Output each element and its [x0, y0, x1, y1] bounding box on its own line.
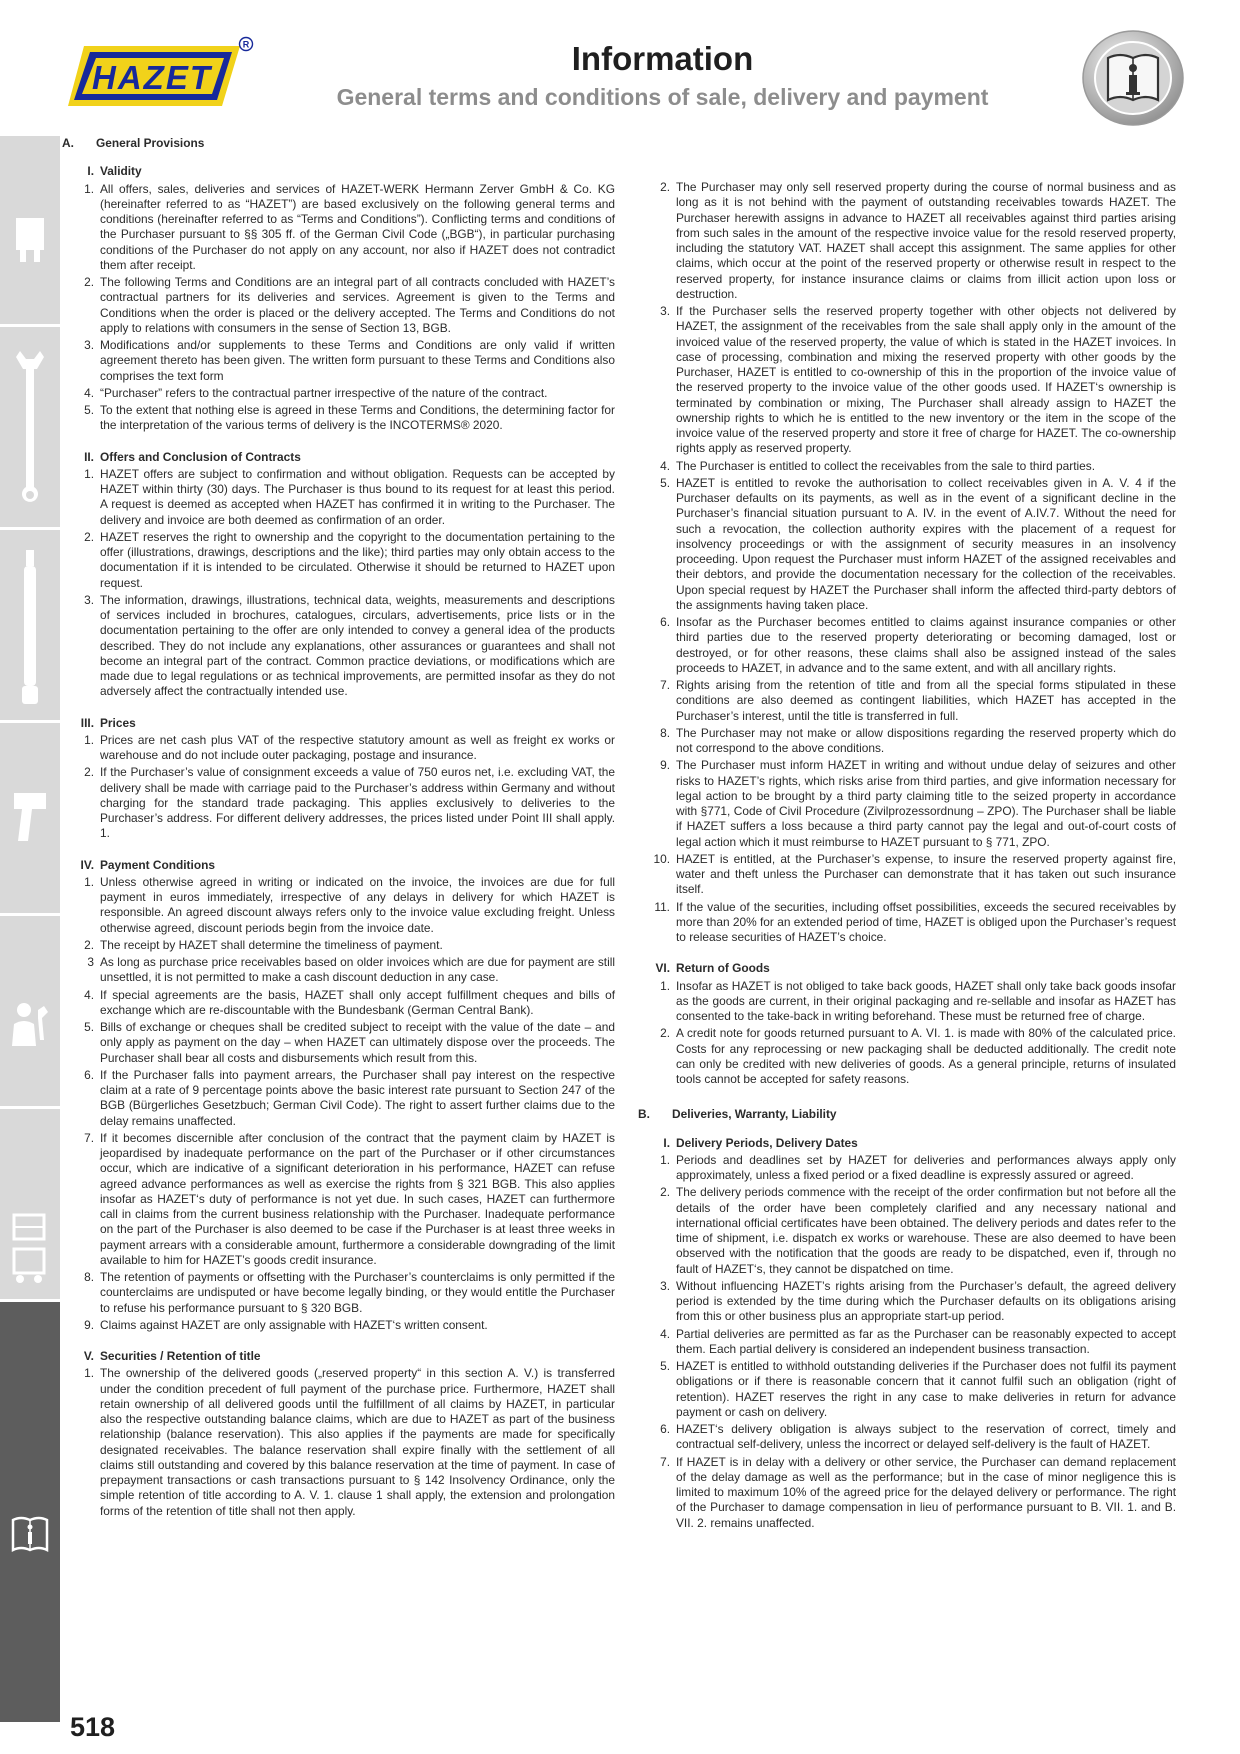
section-a2-list	[62, 467, 615, 700]
section-a3-list	[62, 733, 615, 842]
list-item	[638, 1279, 1176, 1325]
section-a5-heading: V. Securities / Retention of title	[83, 1349, 261, 1363]
item-text: HAZET‘s delivery obligation is always subject to the reservation of correct, timely and contractual self-delivery, unless the incorrect or delayed self-delivery is the fault of HAZET.	[676, 1422, 1176, 1452]
item-text: HAZET is entitled, at the Purchaser’s expense, to insure the reserved property against fire, water and theft unless the Purchaser can demonstrate that it has taken out such insurance itself.	[676, 851, 1176, 897]
item-text: Unless otherwise agreed in writing or indicated on the invoice, the invoices are due for full payment in euros immediately, irrespective of any delays in delivery for which HAZET is responsible. An agreed discount always refers only to the invoice value excluding freight. Unless otherwise agreed, discount periods begin from the invoice date.	[100, 874, 615, 935]
list-item	[638, 678, 1176, 724]
section-a1-list	[62, 182, 615, 434]
list-item	[638, 1455, 1176, 1531]
torque-wrench-icon	[10, 544, 50, 708]
item-number: 1.	[84, 732, 94, 747]
item-number: 1.	[84, 181, 94, 196]
list-item	[638, 180, 1176, 302]
item-text: Without influencing HAZET’s rights arising from the Purchaser’s default, the agreed delivery period is extended by the time during which the Purchaser defaults on its obligations arising from this or other business plus an appropriate start-up period.	[676, 1278, 1176, 1324]
list-item	[638, 852, 1176, 898]
item-text: The receipt by HAZET shall determine the timeliness of payment.	[100, 937, 443, 952]
item-number: 3.	[660, 304, 670, 318]
section-b1-list	[638, 1153, 1176, 1531]
item-number: 7.	[84, 1130, 94, 1145]
item-number: 3.	[84, 338, 94, 352]
item-text: The Purchaser is entitled to collect the receivables from the sale to third parties.	[676, 458, 1096, 473]
item-text: The retention of payments or offsetting with the Purchaser’s counterclaims is only permitted if the counterclaims are undisputed or have become legally binding, or they would entitle the Purchaser to refuse his performance pursuant to § 320 BGB.	[100, 1270, 615, 1315]
section-a4-list	[62, 875, 615, 1333]
item-number: 6.	[660, 1422, 670, 1436]
impact-gun-icon	[10, 783, 50, 853]
item-number: 11.	[654, 899, 670, 914]
item-text: Insofar as HAZET is not obliged to take back goods, HAZET shall only take back goods insofar as the goods are current, in their original packaging and re-sellable and insofar as HAZET has consented to the take-back in writing beforehand. These must be returned free of charge.	[676, 978, 1176, 1023]
item-number: 3.	[660, 1278, 670, 1293]
sidebar-tab-pneumatic[interactable]	[0, 723, 60, 913]
item-number: 1.	[84, 466, 94, 481]
list-item	[62, 1068, 615, 1129]
sidebar-tab-wrenches[interactable]	[0, 327, 60, 527]
item-number: 6.	[84, 1067, 94, 1082]
item-text: Claims against HAZET are only assignable with HAZET‘s written consent.	[100, 1317, 488, 1332]
item-number: 10.	[653, 851, 670, 866]
list-item	[62, 386, 615, 401]
sidebar-tab-torque[interactable]	[0, 530, 60, 720]
list-item	[62, 1318, 615, 1333]
item-number: 4.	[660, 458, 670, 473]
list-item	[62, 403, 615, 434]
wrench-icon	[10, 347, 50, 507]
item-text: HAZET reserves the right to ownership and the copyright to the documentation pertaining to the offer (illustrations, drawings, descriptions and the like); third parties may only obtain access to the documentation if it is intended to be circulated. Otherwise it should be returned to HAZET upon request.	[100, 529, 615, 590]
list-item	[638, 304, 1176, 457]
item-number: 2.	[84, 529, 94, 544]
list-item	[62, 182, 615, 274]
item-text: If HAZET is in delay with a delivery or other service, the Purchaser can demand replacement of the delay damage as well as the performance; but in the case of minor negligence this is limited to maximum 10% of the agreed price for the delayed delivery or performance. The right of the Purchaser to damage compensation in lieu of performance pursuant to B. VII. 1. and B. VII. 2. remains unaffected.	[676, 1454, 1176, 1530]
item-number: 2.	[660, 1026, 670, 1041]
list-item	[62, 733, 615, 764]
item-text: Prices are net cash plus VAT of the respective statutory amount as well as freight ex works or warehouse and do not include outer packaging, postage and insurance.	[100, 732, 615, 762]
item-text: If the value of the securities, including offset possibilities, exceeds the secured receivables by more than 20% for an extended period of time, HAZET is obliged upon the Purchaser’s request to release securities of HAZET’s choice.	[676, 899, 1176, 944]
logo-text: HAZET	[92, 59, 212, 96]
section-a6-heading: VI. Return of Goods	[655, 961, 770, 976]
section-a5-continued-list	[638, 180, 1176, 945]
item-text: The Purchaser may only sell reserved property during the course of normal business and as long as it is not behind with the payment of outstanding receivables towards HAZET. The Purchaser herewith assigns in advance to HAZET all receivables against third parties arising from such sales in the amount of the respective invoice value for the resold reserved property, including the statutory VAT. HAZET shall accept this assignment. The same applies for other claims, which occur at the point of the reserved property or otherwise result in respect to the reserved property, for instance insurance claims or claims from illicit action upon loss or destruction.	[676, 180, 1176, 301]
list-item	[62, 593, 615, 700]
item-number: 5.	[660, 1359, 670, 1373]
item-number: 6.	[660, 615, 670, 629]
item-number: 2.	[84, 937, 94, 952]
section-b1-heading: I. Delivery Periods, Delivery Dates	[663, 1135, 858, 1150]
section-a1-heading: I. Validity	[87, 164, 142, 179]
item-text: The ownership of the delivered goods („reserved property“ in this section A. V.) is transferred under the condition precedent of full payment of the purchase price. Furthermore, HAZET shall retain ownership of all delivered goods until the fulfillment of all claims by HAZET, in particular also the respective outstanding balance claims, which are due to HAZET as part of the business relationship (balance reservation). This also applies if the payments are made for specifically designated receivables. The balance reservation shall expire finally with the settlement of all claims still outstanding and covered by this balance reservation at the time of payment. In case of prepayment transactions or cash transactions pursuant to § 142 Insolvency Ordinance, only the simple retention of title according to A. V. 1. clause 1 shall apply, the extension and prolongation forms of the retention of title shall not then apply.	[100, 1366, 615, 1518]
list-item	[62, 765, 615, 841]
section-a3-heading: III. Prices	[80, 715, 136, 730]
section-a6-list	[638, 979, 1176, 1088]
item-number: 4.	[84, 987, 94, 1002]
item-text: Insofar as the Purchaser becomes entitled to claims against insurance companies or other third parties due to the reserved property deteriorating or becoming damaged, lost or destroyed, or for other reasons, these claims shall also be assigned instead of the sales proceeds to HAZET, in advance and to the same extent, and with all ancillary rights.	[676, 615, 1176, 675]
list-item	[62, 1366, 615, 1519]
list-item	[638, 1422, 1176, 1453]
sidebar-tab-information[interactable]	[0, 1302, 60, 1722]
socket-icon	[10, 212, 50, 272]
item-number: 4.	[84, 385, 94, 400]
item-text: Periods and deadlines set by HAZET for deliveries and performances always apply only approximately, unless a fixed period or a fixed deadline is expressly assured or agreed.	[676, 1152, 1176, 1182]
list-item	[62, 938, 615, 953]
item-number: 1.	[84, 874, 94, 889]
item-number: 2.	[84, 275, 94, 289]
list-item	[62, 338, 615, 384]
list-item	[62, 530, 615, 591]
list-item	[638, 1327, 1176, 1358]
info-book-icon	[10, 1514, 50, 1554]
item-text: Bills of exchange or cheques shall be credited subject to receipt with the value of the date – and only apply as payment on the day – when HAZET can ultimately dispose over the proceeds. The Purchaser shall bear all costs and disbursements which result from this.	[100, 1020, 615, 1065]
sidebar-tab-service[interactable]	[0, 1109, 60, 1299]
item-number: 9.	[660, 758, 670, 773]
item-text: Partial deliveries are permitted as far as the Purchaser can be reasonably expected to accept them. Each partial delivery is considered an independent business transaction.	[676, 1326, 1176, 1356]
item-number: 2.	[660, 1185, 670, 1200]
list-item	[638, 615, 1176, 676]
item-text: HAZET offers are subject to confirmation and without obligation. Requests can be accepted by HAZET within thirty (30) days. The Purchaser is thus bound to its request for at least this period. A request is deemed as accepted when HAZET has confirmed it in writing to the Purchaser. The delivery and invoice are both deemed as confirmation of an order.	[100, 466, 615, 527]
item-text: Modifications and/or supplements to these Terms and Conditions are only valid if written agreement thereto has been given. The written form pursuant to these Terms and Conditions also comprises the text form	[100, 338, 615, 383]
page-title: Information	[571, 40, 754, 77]
section-a5-list	[62, 1366, 615, 1519]
mechanic-icon	[10, 1000, 50, 1050]
item-number: 1.	[660, 978, 670, 993]
item-text: If the Purchaser falls into payment arrears, the Purchaser shall pay interest on the respective claim at a rate of 9 percentage points above the basic interest rate pursuant to Section 247 of the BGB (Bürgerliches Gesetzbuch; German Civil Code). The right to assert further claims due to the delay remains unaffected.	[100, 1067, 615, 1128]
list-item	[62, 955, 615, 986]
left-text-column	[62, 136, 615, 1521]
item-text: HAZET is entitled to withhold outstanding deliveries if the Purchaser does not fulfil its payment obligations or if there is reasonable concern that it cannot fulfil such an obligation (right of retention). HAZET reserves the right in any case to make deliveries in return for advance payment or cash on delivery.	[676, 1359, 1176, 1419]
item-text: HAZET is entitled to revoke the authorisation to collect receivables given in A. V. 4 if the Purchaser defaults on its payments, as well as in the event of a significant decline in the Purchaser’s financial situation pursuant to A. IV. in the event of A.IV.7. Without the need for such a revocation, the collection authority expires with the placement of a request for insolvency proceedings or with the assignment of security measures in an insolvency proceeding. Upon request the Purchaser must inform HAZET of the assigned receivables and their debtors, and provide the documentation necessary for the collection of the receivables. Upon special request by HAZET the Purchaser shall inform the affected third-party debtors of the assignments having taken place.	[676, 475, 1176, 612]
item-text: The Purchaser may not make or allow dispositions regarding the reserved property which do not correspond to the above conditions.	[676, 725, 1176, 755]
part-b-heading: B. Deliveries, Warranty, Liability	[638, 1107, 837, 1122]
section-a4-heading: IV. Payment Conditions	[80, 857, 215, 872]
list-item	[62, 875, 615, 936]
list-item	[62, 467, 615, 528]
list-item	[62, 1270, 615, 1316]
sidebar-tab-sockets[interactable]	[0, 136, 60, 324]
item-text: If it becomes discernible after conclusion of the contract that the payment claim by HAZET is jeopardised by inadequate performance on the part of the Purchaser or if other circumstances occur, which are indicative of a significant deterioration in his performance, HAZET can refuse agreed advance performances as well as exercise the rights from § 321 BGB. This also applies insofar as HAZET‘s duty of performance is not yet due. In such cases, HAZET can furthermore call in claims from the current business relationship with the Purchaser. Inadequate performance on the part of the Purchaser is also deemed to be case if the Purchaser is at least three weeks in payment arrears with a considerable amount, furthermore a considerable downgrading of the limit available to him for HAZET’s goods credit insurance.	[100, 1130, 615, 1267]
item-number: 8.	[660, 725, 670, 740]
list-item	[638, 758, 1176, 850]
list-item	[638, 979, 1176, 1025]
sidebar-tab-workshop[interactable]	[0, 916, 60, 1106]
list-item	[62, 988, 615, 1019]
list-item	[638, 459, 1176, 474]
item-number: 1.	[660, 1152, 670, 1167]
item-number: 2.	[660, 180, 670, 194]
list-item	[62, 275, 615, 336]
item-number: 5.	[84, 1020, 94, 1034]
item-text: Rights arising from the retention of title and from all the special forms stipulated in these conditions are also deemed as contingent liabilities, which HAZET has accepted in the Purchaser’s interest, until the title is transferred in full.	[676, 678, 1176, 723]
item-number: 8.	[84, 1270, 94, 1284]
list-item	[638, 1359, 1176, 1420]
item-text: The delivery periods commence with the receipt of the order confirmation but not before all the details of the order have been completely clarified and any necessary national and international official certificates have been obtained. The delivery periods and dates refer to the time of shipment, i.e. dispatch ex works or warehouse. These are also deemed to have been observed with the notification that the goods are ready to be dispatched, even if, through no fault of HAZET‘s, they cannot be dispatched on time.	[676, 1185, 1176, 1276]
hazet-logo	[68, 36, 256, 112]
item-number: 7.	[660, 678, 670, 692]
item-text: All offers, sales, deliveries and services of HAZET-WERK Hermann Zerver GmbH & Co. KG (hereinafter referred to as “HAZET”) are based exclusively on the following general terms and conditions (hereinafter referred to as “Terms and Conditions”). Conflicting terms and conditions of the Purchaser pursuant to §§ 305 ff. of the German Civil Code („BGB“), in particular purchasing conditions of the Purchaser do not apply on any account, nor also if HAZET does not contradict them after receipt.	[100, 181, 615, 272]
right-text-column	[638, 180, 1176, 1533]
page-number: 518	[70, 1712, 116, 1742]
list-item	[638, 476, 1176, 613]
item-text: The Purchaser must inform HAZET in writing and without undue delay of seizures and other risks to HAZET’s rights, which risks arise from third parties, and give information necessary for legal action to be brought by a third party claiming title to the seized property in accordance with §771, Code of Civil Procedure (Zivilprozessordnung – ZPO). The Purchaser shall be liable if HAZET suffers a loss because a third party cannot pay the legal and out-of-court costs of legal action which it must reimburse to HAZET pursuant to § 771, ZPO.	[676, 758, 1176, 849]
list-item	[62, 1131, 615, 1268]
item-text: A credit note for goods returned pursuant to A. VI. 1. is made with 80% of the calculated price. Costs for any reprocessing or new packaging shall be deducted additionally. The credit note can only be credited with new deliveries of goods. As a general principle, returns of insulated tools cannot be accepted for safety reasons.	[676, 1026, 1176, 1086]
cart-icon	[10, 1209, 50, 1289]
item-text: If the Purchaser’s value of consignment exceeds a value of 750 euros net, i.e. excluding VAT, the delivery shall be made with carriage paid to the Purchaser’s address within Germany and without charging for the standard trade packaging. This applies exclusively to deliveries to the Purchaser’s address. For different delivery addresses, the prices listed under Point III shall apply. 1.	[100, 765, 615, 841]
item-text: As long as purchase price receivables based on older invoices which are due for payment are still unsettled, it is not permitted to make a cash discount deduction in any case.	[100, 955, 615, 985]
item-number: 3.	[84, 592, 94, 607]
page-subtitle: General terms and conditions of sale, delivery and payment	[336, 84, 989, 110]
list-item	[638, 1185, 1176, 1277]
item-number: 5.	[660, 475, 670, 490]
part-a-heading: A. General Provisions	[62, 136, 205, 150]
item-text: The following Terms and Conditions are an integral part of all contracts concluded with HAZET’s contractual partners for its deliveries and services. Agreement is given to the Terms and Conditions when the order is placed or the delivery accepted. The Terms and Conditions do not apply to relations with consumers in the sense of Section 13, BGB.	[100, 275, 615, 335]
item-text: If special agreements are the basis, HAZET shall only accept fulfillment cheques and bills of exchange which are re-discountable with the Bundesbank (German Central Bank).	[100, 987, 615, 1017]
item-text: If the Purchaser sells the reserved property together with other objects not delivered by HAZET, the assignment of the receivables from the sale shall apply only in the amount of the invoiced value of the reserved property, the value of which is stated in the HAZET invoices. In case of processing, combination and mixing the reserved property with other goods by the Purchaser, HAZET is entitled to co-ownership of this in the proportion of the invoice value of the reserved property to the invoice value of the other goods used. If HAZET‘s ownership is terminated by combination or mixing, The Purchaser shall already assign to HAZET the ownership rights to which he is entitled to the new inventory or the item in the scope of the invoice value of the reserved property and store it free of charge for HAZET. The co-ownership rights apply as reserved property.	[676, 304, 1176, 456]
item-text: “Purchaser” refers to the contractual partner irrespective of the nature of the contract.	[100, 385, 548, 400]
item-number: 1.	[84, 1366, 94, 1381]
info-badge-icon	[1080, 28, 1186, 128]
list-item	[638, 1153, 1176, 1184]
item-number: 5.	[84, 403, 94, 417]
list-item	[638, 726, 1176, 757]
svg-text:R: R	[242, 39, 250, 50]
item-number: 7.	[660, 1454, 670, 1469]
item-number: 4.	[660, 1326, 670, 1341]
item-number: 9.	[84, 1317, 94, 1332]
item-text: The information, drawings, illustrations, technical data, weights, measurements and descriptions of services included in brochures, catalogues, circulars, advertisements, price lists or in the documentation pertaining to the offer are only intended to convey a general idea of the products described. They do not include any explanations, other assurances or guarantees and shall not become an integral part of the contract. Common practice deviations, or modifications which are made due to legal regulations or as technical improvements, are permitted insofar as they do not adversely affect the contractually intended use.	[100, 592, 615, 699]
item-text: To the extent that nothing else is agreed in these Terms and Conditions, the determining factor for the interpretation of the various terms of delivery is the INCOTERMS® 2020.	[100, 403, 615, 433]
item-number: 2.	[84, 765, 94, 780]
list-item	[638, 900, 1176, 946]
list-item	[638, 1026, 1176, 1087]
section-a2-heading: II. Offers and Conclusion of Contracts	[84, 449, 301, 464]
list-item	[62, 1020, 615, 1066]
item-number: 3	[87, 955, 94, 969]
